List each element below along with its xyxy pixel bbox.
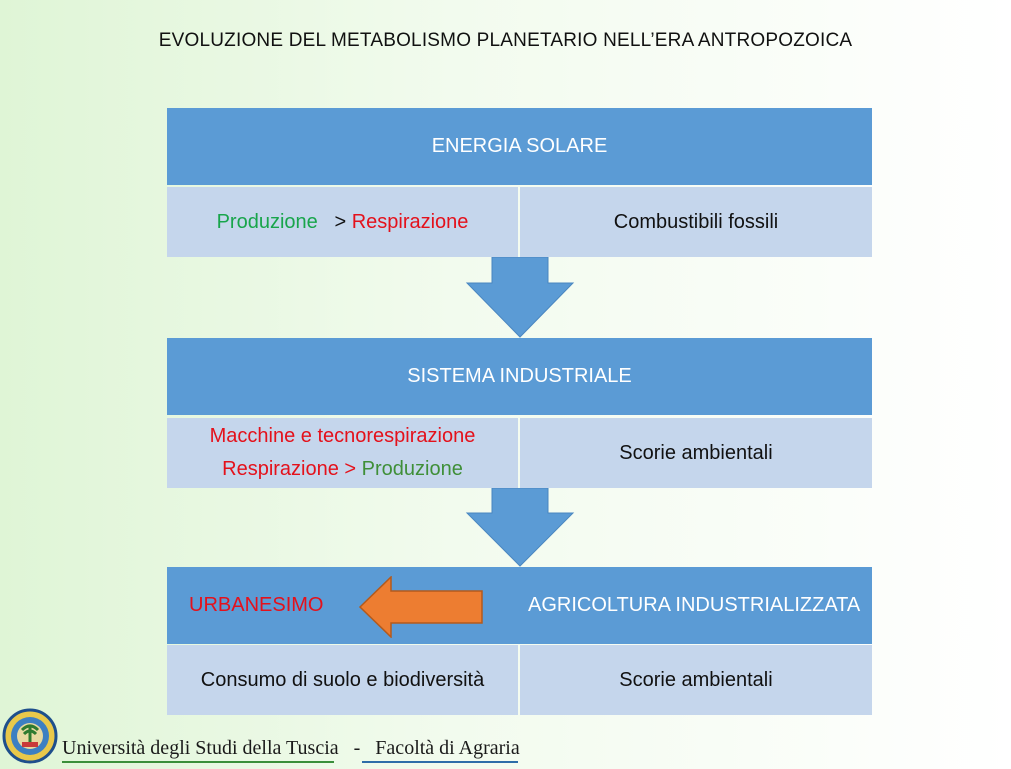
consumo-suolo-cell: Consumo di suolo e biodiversità [167,645,518,715]
footer-text: Università degli Studi della Tuscia - Facoltà di Agraria [62,737,520,759]
left-arrow-icon [358,576,486,638]
sistema-industriale-header: SISTEMA INDUSTRIALE [167,338,872,415]
respirazione-label: Respirazione [351,210,469,233]
urbanesimo-label: URBANESIMO [189,594,324,616]
down-arrow-icon [465,488,575,568]
produzione-label: Produzione [216,210,318,233]
footer-underline-left [62,761,334,763]
respirazione-gt-label: Respirazione > [222,458,362,480]
energia-solare-block [167,108,872,257]
page-title: EVOLUZIONE DEL METABOLISMO PLANETARIO NELL’ERA ANTROPOZOICA [158,30,853,51]
greater-than-label: > [334,210,352,233]
produzione-label-2: Produzione [361,458,463,480]
agricoltura-industrializzata-label: AGRICOLTURA INDUSTRIALIZZATA [528,594,861,616]
sistema-industriale-block [167,338,872,488]
macchine-cell [167,418,518,488]
down-arrow-icon [465,257,575,339]
urbanesimo-agricoltura-header [167,567,872,644]
combustibili-fossili-cell: Combustibili fossili [520,187,872,257]
macchine-label: Macchine e tecnorespirazione [209,425,476,447]
university-logo-icon [2,708,58,764]
scorie-ambientali-cell-2: Scorie ambientali [520,645,872,715]
urbanesimo-agricoltura-block [167,567,872,715]
energia-solare-header: ENERGIA SOLARE [167,108,872,185]
scorie-ambientali-cell-1: Scorie ambientali [520,418,872,488]
footer-underline-right [362,761,518,763]
produzione-respirazione-cell [167,187,518,257]
